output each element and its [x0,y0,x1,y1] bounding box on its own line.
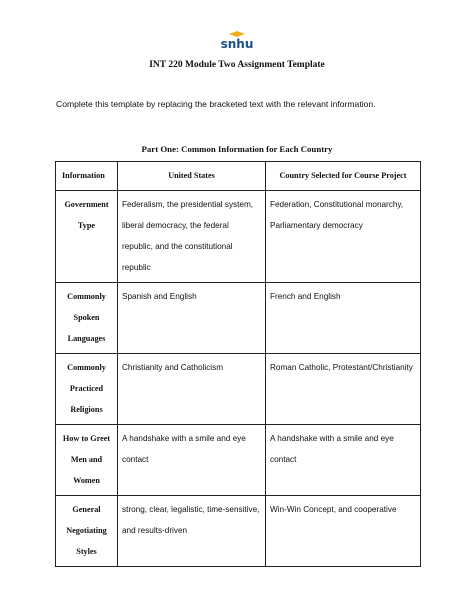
selected-religions: Roman Catholic, Protestant/Christianity [266,354,421,425]
selected-languages: French and English [266,283,421,354]
header-united-states: United States [118,162,266,191]
row-label-greeting: How to Greet Men and Women [56,425,118,496]
header-selected-country: Country Selected for Course Project [266,162,421,191]
us-religions: Christianity and Catholicism [118,354,266,425]
table-row [56,496,421,567]
svg-text:snhu: snhu [220,37,254,50]
instructions-text: Complete this template by replacing the bracketed text with the relevant information. [56,99,376,109]
table-row [56,191,421,283]
table-row [56,425,421,496]
row-label-religions: Commonly Practiced Religions [56,354,118,425]
table-row [56,283,421,354]
snhu-logo [0,30,474,55]
selected-government-type: Federation, Constitutional monarchy, Parliamentary democracy [266,191,421,283]
row-label-government-type: Government Type [56,191,118,283]
us-greeting: A handshake with a smile and eye contact [118,425,266,496]
us-languages: Spanish and English [118,283,266,354]
selected-greeting: A handshake with a smile and eye contact [266,425,421,496]
row-label-negotiating: General Negotiating Styles [56,496,118,567]
selected-negotiating: Win-Win Concept, and cooperative [266,496,421,567]
table-header-row [56,162,421,191]
section-heading: Part One: Common Information for Each Country [141,144,333,154]
row-label-languages: Commonly Spoken Languages [56,283,118,354]
table-row [56,354,421,425]
snhu-logo-mark [219,30,255,50]
header-information: Information [56,162,118,191]
us-government-type: Federalism, the presidential system, liberal democracy, the federal republic, and the constitutional republic [118,191,266,283]
country-info-table [55,161,421,567]
document-title: INT 220 Module Two Assignment Template [149,60,325,70]
us-negotiating: strong, clear, legalistic, time-sensitive, and results-driven [118,496,266,567]
